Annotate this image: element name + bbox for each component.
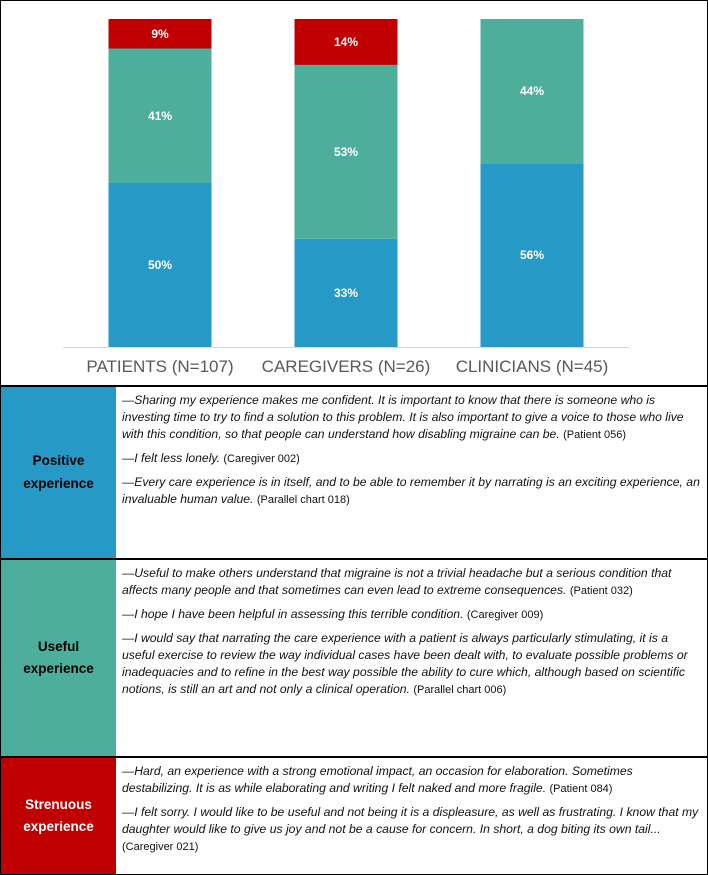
quote bbox=[118, 804, 703, 856]
data-label: 33% bbox=[333, 285, 359, 300]
quotes-list bbox=[118, 565, 703, 705]
strenuous-experience-label bbox=[1, 758, 116, 874]
label-line-2: experience bbox=[23, 661, 94, 676]
strenuous-experience-row bbox=[1, 758, 707, 874]
quote-text: —I felt less lonely. bbox=[122, 451, 220, 465]
quote bbox=[118, 763, 703, 798]
useful-experience-row bbox=[1, 560, 707, 758]
quote-text: —I hope I have been helpful in assessing this terrible condition. bbox=[122, 607, 464, 621]
quotes-list bbox=[118, 392, 703, 515]
positive-experience-row bbox=[1, 387, 707, 560]
category-tick-label: CAREGIVERS (N=26) bbox=[261, 357, 431, 376]
quote-source: (Caregiver 002) bbox=[223, 453, 300, 465]
category-tick-label: CLINICIANS (N=45) bbox=[455, 357, 609, 376]
quote-source: (Patient 056) bbox=[563, 429, 627, 441]
quote bbox=[118, 474, 703, 509]
data-label: 56% bbox=[519, 248, 545, 263]
quotes-list bbox=[118, 763, 703, 862]
data-label: 53% bbox=[333, 144, 359, 159]
quote-text: —Hard, an experience with a strong emotional impact, an occasion for elaboration. Sometimes destabilizing. It is as while elaborating and writing I felt naked and more fragile. bbox=[122, 764, 633, 795]
data-label: 44% bbox=[519, 84, 545, 99]
quote-source: (Caregiver 021) bbox=[122, 841, 199, 853]
quote-text: —Sharing my experience makes me confident. It is important to know that there is someone who is investing time to try to find a solution to this problem. It is also important to give a voice to those who live with this condition, so that people can understand how disabling migraine can be. bbox=[122, 393, 684, 441]
quote-source: (Caregiver 009) bbox=[466, 609, 544, 621]
quote bbox=[118, 606, 703, 624]
chart-canvas bbox=[1, 1, 707, 385]
data-label: 41% bbox=[147, 108, 173, 123]
data-label: 9% bbox=[151, 26, 169, 41]
category-tick-label: PATIENTS (N=107) bbox=[86, 357, 234, 376]
useful-experience-label bbox=[1, 560, 116, 756]
data-label: 14% bbox=[333, 34, 359, 49]
label-line-2: experience bbox=[23, 819, 94, 834]
quote-text: —I would say that narrating the care experience with a patient is always particularly stimulating, it is a useful exercise to review the way individual cases have been dealt with, to evaluate possible problems or inadequacies and to refine in the best way possible the ability to cure which, although based on scientific notions, is still an art and not only a clinical operation. bbox=[122, 631, 688, 696]
label-line-1: Strenuous bbox=[25, 796, 92, 812]
quote-source: (Parallel chart 006) bbox=[413, 684, 507, 696]
label-line-2: experience bbox=[23, 475, 94, 491]
quote-text: —Useful to make others understand that migraine is not a trivial headache but a serious condition that affects many people and that sometimes can even lead to extreme consequences. bbox=[122, 566, 672, 597]
quote-source: (Patient 084) bbox=[549, 783, 613, 795]
label-line-1: Useful bbox=[37, 638, 80, 654]
positive-experience-label bbox=[1, 387, 116, 558]
quote-source: (Patient 032) bbox=[569, 585, 633, 597]
quote-text: —I felt sorry. I would like to be useful and not being it is a displeasure, as well as frustrating. I know that my daughter would like to give us joy and not be a cause for concern. In short, a dog biting its own tail... bbox=[122, 805, 699, 836]
quote bbox=[118, 565, 703, 600]
stacked-bar-chart bbox=[1, 1, 707, 387]
label-line-1: Positive bbox=[32, 453, 85, 469]
quote-source: (Parallel chart 018) bbox=[256, 494, 350, 506]
quote bbox=[118, 392, 703, 444]
quote-text: —Every care experience is in itself, and to be able to remember it by narrating is an exciting experience, an invaluable human value. bbox=[122, 475, 700, 506]
quote bbox=[118, 630, 703, 699]
quote bbox=[118, 450, 703, 468]
data-label: 50% bbox=[147, 258, 173, 272]
